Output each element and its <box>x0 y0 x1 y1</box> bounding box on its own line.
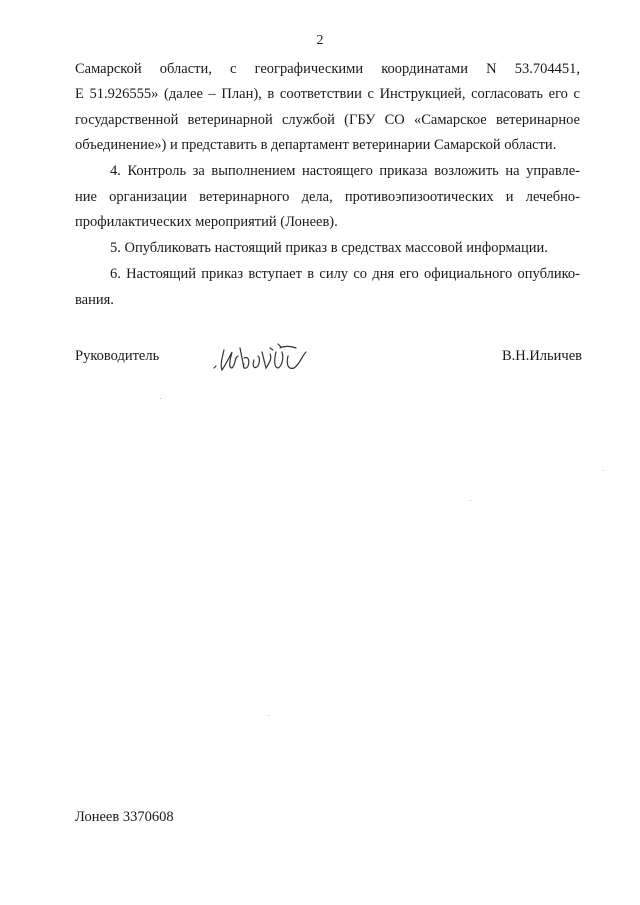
scan-speck <box>160 398 161 399</box>
paragraph-6-line-1: 6. Настоящий приказ вступает в силу со дня его официального опублико- <box>110 266 580 282</box>
paragraph-4-line-2: ние организации ветеринарного дела, противоэпизоотических и лечебно- <box>75 189 580 205</box>
page-number: 2 <box>316 33 324 48</box>
paragraph-3-line-3: государственной ветеринарной службой (ГБУ СО «Самарское ветеринарное <box>75 112 580 128</box>
paragraph-3-line-1: Самарской области, с географическими координатами N 53.704451, <box>75 61 580 77</box>
paragraph-5-line-1: 5. Опубликовать настоящий приказ в средствах массовой информации. <box>110 240 548 256</box>
handwritten-signature <box>210 338 320 378</box>
paragraph-4-line-1: 4. Контроль за выполнением настоящего приказа возложить на управле- <box>110 163 580 179</box>
scan-speck <box>603 470 604 471</box>
executor-footer: Лонеев 3370608 <box>75 809 174 825</box>
signer-title: Руководитель <box>75 348 160 364</box>
paragraph-3-line-2: E 51.926555» (далее – План), в соответствии с Инструкцией, согласовать его с <box>75 86 580 102</box>
scan-speck <box>268 715 269 716</box>
paragraph-4-line-3: профилактических мероприятий (Лонеев). <box>75 214 338 230</box>
scan-speck <box>470 500 471 501</box>
paragraph-6-line-2: вания. <box>75 292 114 308</box>
signer-name: В.Н.Ильичев <box>501 348 582 364</box>
paragraph-3-line-4: объединение») и представить в департамент ветеринарии Самарской области. <box>75 137 557 153</box>
